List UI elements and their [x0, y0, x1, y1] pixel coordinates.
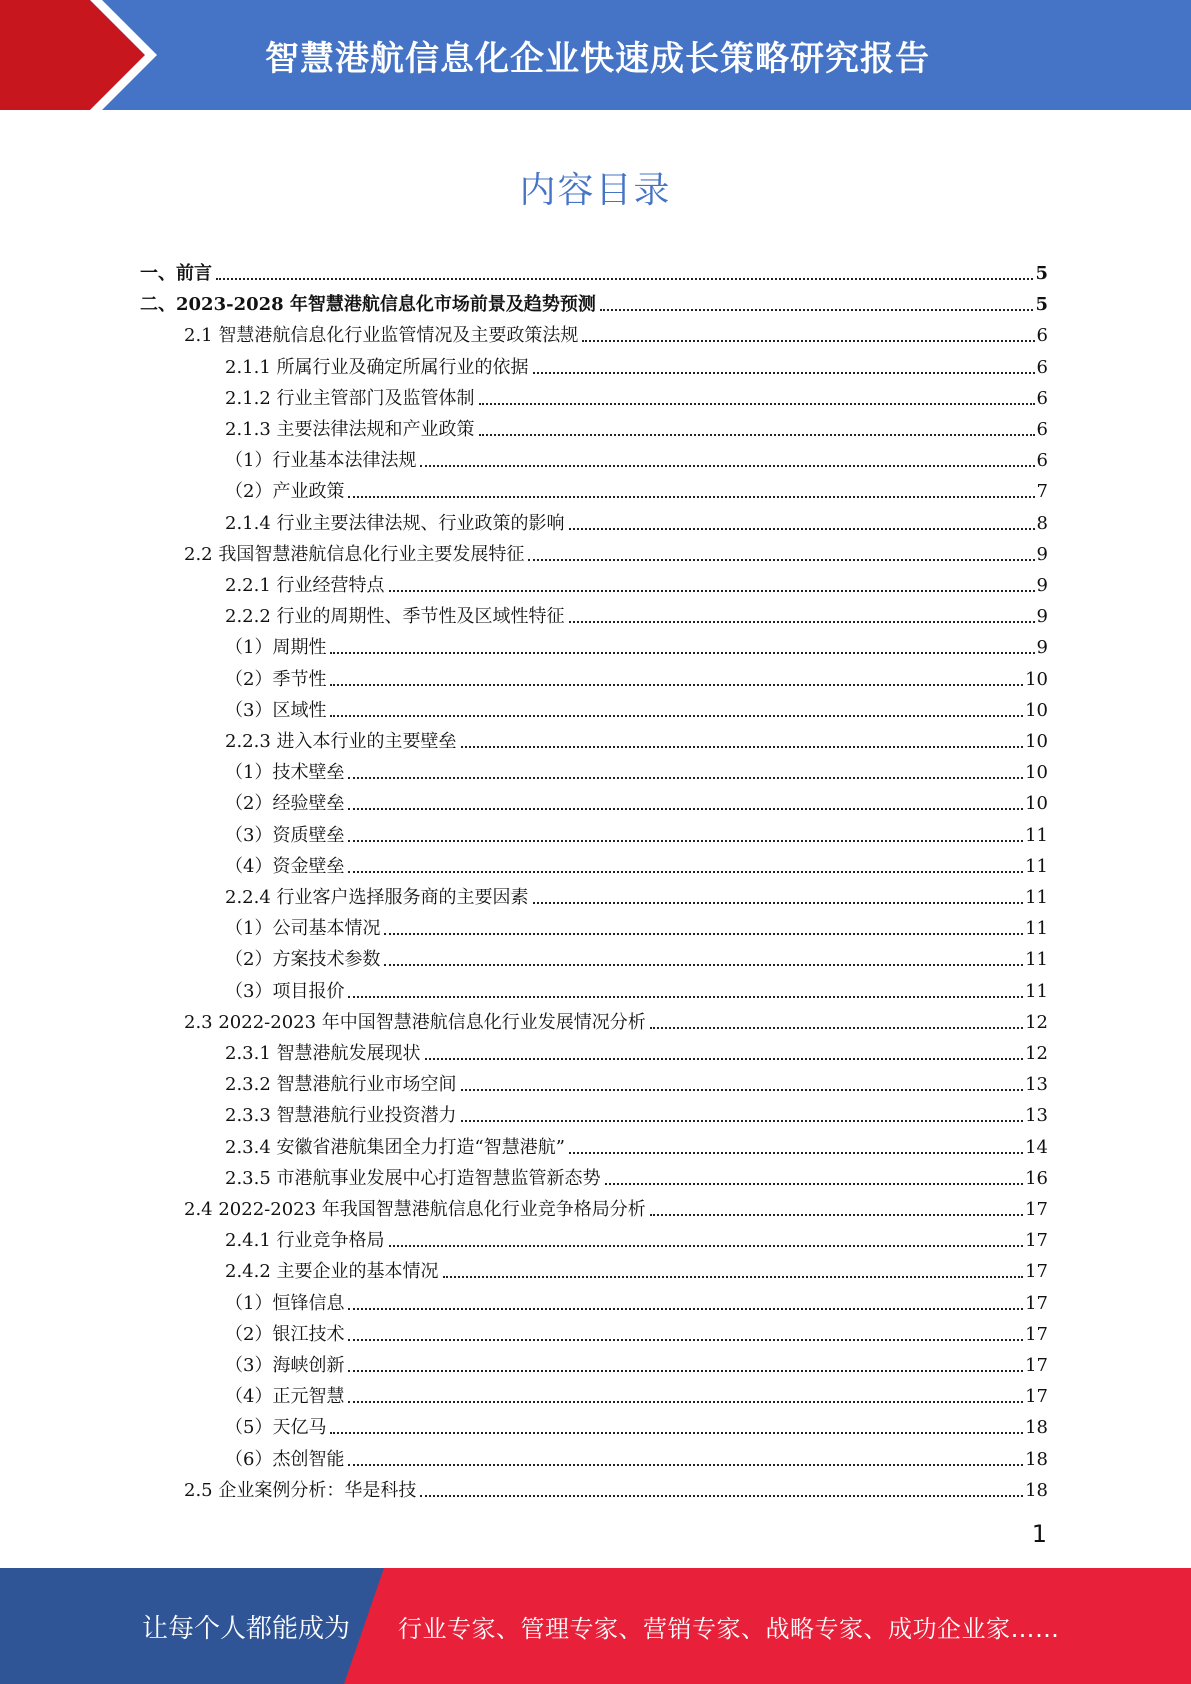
toc-dot-leader: [389, 1245, 1024, 1247]
toc-entry[interactable]: [225, 379, 1048, 410]
toc-entry-title: 二、2023-2028 年智慧港航信息化市场前景及趋势预测: [140, 294, 596, 316]
toc-dot-leader: [348, 1308, 1023, 1310]
toc-entry-title: 2.1.4 行业主要法律法规、行业政策的影响: [225, 512, 565, 534]
toc-entry-title: 2.4 2022-2023 年我国智慧港航信息化行业竞争格局分析: [184, 1199, 646, 1220]
toc-dot-leader: [461, 1120, 1024, 1122]
toc-entry[interactable]: [225, 441, 1048, 472]
toc-entry[interactable]: [225, 940, 1048, 971]
toc-entry[interactable]: [225, 1284, 1048, 1315]
toc-dot-leader: [425, 1058, 1024, 1060]
toc-entry-page: 8: [1036, 512, 1048, 534]
toc-entry-title: 2.3 2022-2023 年中国智慧港航信息化行业发展情况分析: [184, 1011, 646, 1033]
toc-entry[interactable]: [225, 348, 1048, 379]
toc-entry[interactable]: [225, 1408, 1048, 1439]
toc-entry[interactable]: [225, 909, 1048, 940]
toc-entry-page: 9: [1036, 575, 1048, 596]
toc-entry-title: （4）资金壁垒: [225, 855, 345, 877]
toc-entry-title: （2）季节性: [225, 668, 327, 690]
toc-dot-leader: [348, 777, 1023, 779]
toc-entry-page: 10: [1025, 793, 1048, 815]
toc-entry[interactable]: [225, 1252, 1048, 1283]
toc-entry-title: （3）项目报价: [225, 980, 345, 1002]
toc-dot-leader: [533, 902, 1024, 904]
toc-dot-leader: [443, 1276, 1024, 1278]
toc-entry-page: 17: [1025, 1323, 1048, 1345]
toc-entry-page: 10: [1025, 699, 1048, 721]
toc-entry-title: 2.5 企业案例分析：华是科技: [184, 1479, 417, 1501]
toc-entry[interactable]: [225, 472, 1048, 503]
toc-entry-page: 10: [1025, 668, 1048, 690]
toc-entry-title: 2.2.2 行业的周期性、季节性及区域性特征: [225, 606, 565, 628]
toc-entry-page: 11: [1025, 918, 1048, 940]
toc-entry-title: （1）周期性: [225, 637, 327, 659]
toc-entry-title: 2.1.2 行业主管部门及监管体制: [225, 387, 475, 409]
toc-entry[interactable]: [225, 878, 1048, 909]
toc-entry-page: 17: [1025, 1355, 1048, 1376]
toc-entry[interactable]: [225, 847, 1048, 878]
toc-dot-leader: [348, 996, 1023, 998]
toc-entry[interactable]: [225, 691, 1048, 722]
toc-entry-page: 9: [1036, 543, 1048, 565]
toc-entry[interactable]: [225, 1440, 1048, 1471]
toc-entry-title: 2.1 智慧港航信息化行业监管情况及主要政策法规: [184, 325, 579, 347]
toc-entry[interactable]: [225, 660, 1048, 691]
toc-entry[interactable]: [225, 1346, 1048, 1377]
toc-dot-leader: [650, 1214, 1023, 1216]
footer-slogan-right: 行业专家、管理专家、营销专家、战略专家、成功企业家……: [398, 1614, 1060, 1643]
toc-entry-page: 13: [1025, 1105, 1048, 1127]
toc-entry[interactable]: [225, 722, 1048, 753]
toc-entry[interactable]: [225, 1159, 1048, 1190]
toc-dot-leader: [569, 621, 1035, 623]
toc-dot-leader: [461, 746, 1024, 748]
toc-entry-title: （3）海峡创新: [225, 1355, 345, 1376]
toc-dot-leader: [348, 1370, 1023, 1372]
toc-entry-page: 14: [1025, 1136, 1048, 1158]
toc-entry-page: 6: [1036, 356, 1048, 378]
toc-entry[interactable]: [184, 1190, 1048, 1221]
toc-entry-title: （4）正元智慧: [225, 1386, 345, 1408]
toc-entry-page: 5: [1035, 294, 1048, 316]
toc-dot-leader: [479, 403, 1035, 405]
toc-entry-title: 2.3.4 安徽省港航集团全力打造“智慧港航”: [225, 1136, 565, 1158]
toc-dot-leader: [384, 964, 1023, 966]
toc-entry[interactable]: [184, 535, 1048, 566]
toc-dot-leader: [420, 465, 1034, 467]
page-number: 1: [1031, 1520, 1047, 1548]
toc-dot-leader: [330, 1432, 1023, 1434]
toc-entry[interactable]: [225, 628, 1048, 659]
toc-entry-page: 11: [1025, 887, 1048, 908]
toc-entry[interactable]: [225, 1065, 1048, 1096]
toc-entry-title: 2.1.3 主要法律法规和产业政策: [225, 419, 475, 440]
toc-dot-leader: [389, 590, 1035, 592]
toc-entry-title: 2.1.1 所属行业及确定所属行业的依据: [225, 356, 529, 378]
toc-dot-leader: [330, 715, 1023, 717]
toc-entry-title: （1）恒锋信息: [225, 1292, 345, 1314]
toc-entry-title: 2.2.4 行业客户选择服务商的主要因素: [225, 887, 529, 908]
footer-banner: [0, 1568, 1191, 1684]
toc-dot-leader: [216, 278, 1033, 280]
toc-entry[interactable]: [140, 285, 1048, 316]
toc-entry-page: 17: [1025, 1230, 1048, 1252]
toc-dot-leader: [348, 496, 1034, 498]
toc-entry[interactable]: [225, 597, 1048, 628]
toc-entry[interactable]: [225, 753, 1048, 784]
toc-entry-title: （2）方案技术参数: [225, 949, 381, 971]
toc-entry-page: 12: [1025, 1011, 1048, 1033]
toc-entry-page: 7: [1036, 481, 1048, 503]
toc-dot-leader: [533, 372, 1035, 374]
toc-entry-title: （2）经验壁垒: [225, 793, 345, 815]
toc-entry-page: 17: [1025, 1292, 1048, 1314]
toc-entry-page: 12: [1025, 1043, 1048, 1064]
toc-entry[interactable]: [225, 816, 1048, 847]
toc-entry-page: 13: [1025, 1074, 1048, 1096]
toc-entry[interactable]: [184, 316, 1048, 347]
header-red-chevron: [0, 0, 145, 110]
toc-entry[interactable]: [184, 1471, 1048, 1502]
toc-dot-leader: [384, 933, 1023, 935]
toc-entry-page: 11: [1025, 949, 1048, 971]
footer-slogan-left: 让每个人都能成为: [142, 1613, 351, 1644]
toc-entry[interactable]: [225, 1034, 1048, 1065]
toc-dot-leader: [605, 1183, 1024, 1185]
toc-entry-title: （5）天亿马: [225, 1417, 327, 1439]
report-title: 智慧港航信息化企业快速成长策略研究报告: [265, 38, 930, 79]
toc-entry[interactable]: [225, 1128, 1048, 1159]
toc-dot-leader: [348, 871, 1023, 873]
toc-entry-title: 2.3.1 智慧港航发展现状: [225, 1043, 421, 1064]
toc-dot-leader: [348, 1464, 1023, 1466]
toc-entry-page: 6: [1036, 419, 1048, 440]
toc-entry-title: （3）资质壁垒: [225, 824, 345, 846]
toc-entry-page: 6: [1036, 387, 1048, 409]
toc-dot-leader: [600, 309, 1034, 311]
toc-entry-page: 11: [1025, 855, 1048, 877]
toc-entry-title: 2.2 我国智慧港航信息化行业主要发展特征: [184, 543, 525, 565]
toc-entry-page: 16: [1025, 1167, 1048, 1189]
toc-entry-page: 17: [1025, 1261, 1048, 1283]
toc-entry-title: 一、前言: [140, 263, 212, 284]
header-banner: [0, 0, 1191, 110]
toc-dot-leader: [479, 434, 1035, 436]
toc-entry-page: 6: [1036, 325, 1048, 347]
header-arrow-decoration: [0, 0, 170, 110]
toc-entry[interactable]: [225, 1315, 1048, 1346]
toc-entry-title: （3）区域性: [225, 699, 327, 721]
toc-entry-title: （1）技术壁垒: [225, 762, 345, 784]
toc-entry-page: 9: [1036, 606, 1048, 628]
toc-entry[interactable]: [225, 972, 1048, 1003]
toc-entry-page: 11: [1025, 824, 1048, 846]
toc-entry[interactable]: [184, 1003, 1048, 1034]
toc-entry-title: 2.2.3 进入本行业的主要壁垒: [225, 731, 457, 752]
toc-dot-leader: [461, 1089, 1024, 1091]
toc-entry-title: 2.4.2 主要企业的基本情况: [225, 1261, 439, 1283]
toc-entry-page: 18: [1025, 1479, 1048, 1501]
toc-entry[interactable]: [225, 410, 1048, 441]
toc-dot-leader: [582, 340, 1034, 342]
toc-entry-title: （1）行业基本法律法规: [225, 450, 417, 472]
toc-entry[interactable]: [225, 1377, 1048, 1408]
toc-entry-page: 9: [1036, 637, 1048, 659]
toc-entry-page: 6: [1036, 450, 1048, 472]
toc-entry-title: 2.3.2 智慧港航行业市场空间: [225, 1074, 457, 1096]
toc-entry[interactable]: [225, 566, 1048, 597]
toc-entry-title: （6）杰创智能: [225, 1448, 345, 1470]
toc-dot-leader: [569, 1152, 1023, 1154]
toc-entry-title: 2.3.5 市港航事业发展中心打造智慧监管新态势: [225, 1167, 601, 1189]
toc-entry[interactable]: [140, 254, 1048, 285]
toc-dot-leader: [348, 1339, 1023, 1341]
toc-entry-page: 17: [1025, 1386, 1048, 1408]
toc-entry-title: 2.2.1 行业经营特点: [225, 575, 385, 596]
toc-entry[interactable]: [225, 1221, 1048, 1252]
toc-dot-leader: [348, 840, 1023, 842]
toc-entry-page: 11: [1025, 980, 1048, 1002]
toc-entry[interactable]: [225, 504, 1048, 535]
toc-dot-leader: [348, 808, 1023, 810]
toc-entry-title: （2）产业政策: [225, 481, 345, 503]
toc-dot-leader: [348, 1401, 1023, 1403]
toc-entry-page: 5: [1035, 263, 1048, 284]
toc-dot-leader: [330, 652, 1034, 654]
toc-heading: 内容目录: [519, 170, 672, 211]
toc-entry[interactable]: [225, 1096, 1048, 1127]
toc-dot-leader: [330, 684, 1023, 686]
toc-entry-page: 10: [1025, 731, 1048, 752]
toc-dot-leader: [420, 1495, 1023, 1497]
toc-dot-leader: [528, 559, 1034, 561]
toc-entry-page: 18: [1025, 1417, 1048, 1439]
toc-entry-title: （2）银江技术: [225, 1323, 345, 1345]
toc-entry-page: 17: [1025, 1199, 1048, 1220]
toc-entry-page: 10: [1025, 762, 1048, 784]
toc-dot-leader: [650, 1027, 1023, 1029]
toc-entry-title: 2.3.3 智慧港航行业投资潜力: [225, 1105, 457, 1127]
toc-entry-title: （1）公司基本情况: [225, 918, 381, 940]
toc-entry[interactable]: [225, 784, 1048, 815]
toc-dot-leader: [569, 528, 1035, 530]
toc-entry-title: 2.4.1 行业竞争格局: [225, 1230, 385, 1252]
toc-entry-page: 18: [1025, 1448, 1048, 1470]
